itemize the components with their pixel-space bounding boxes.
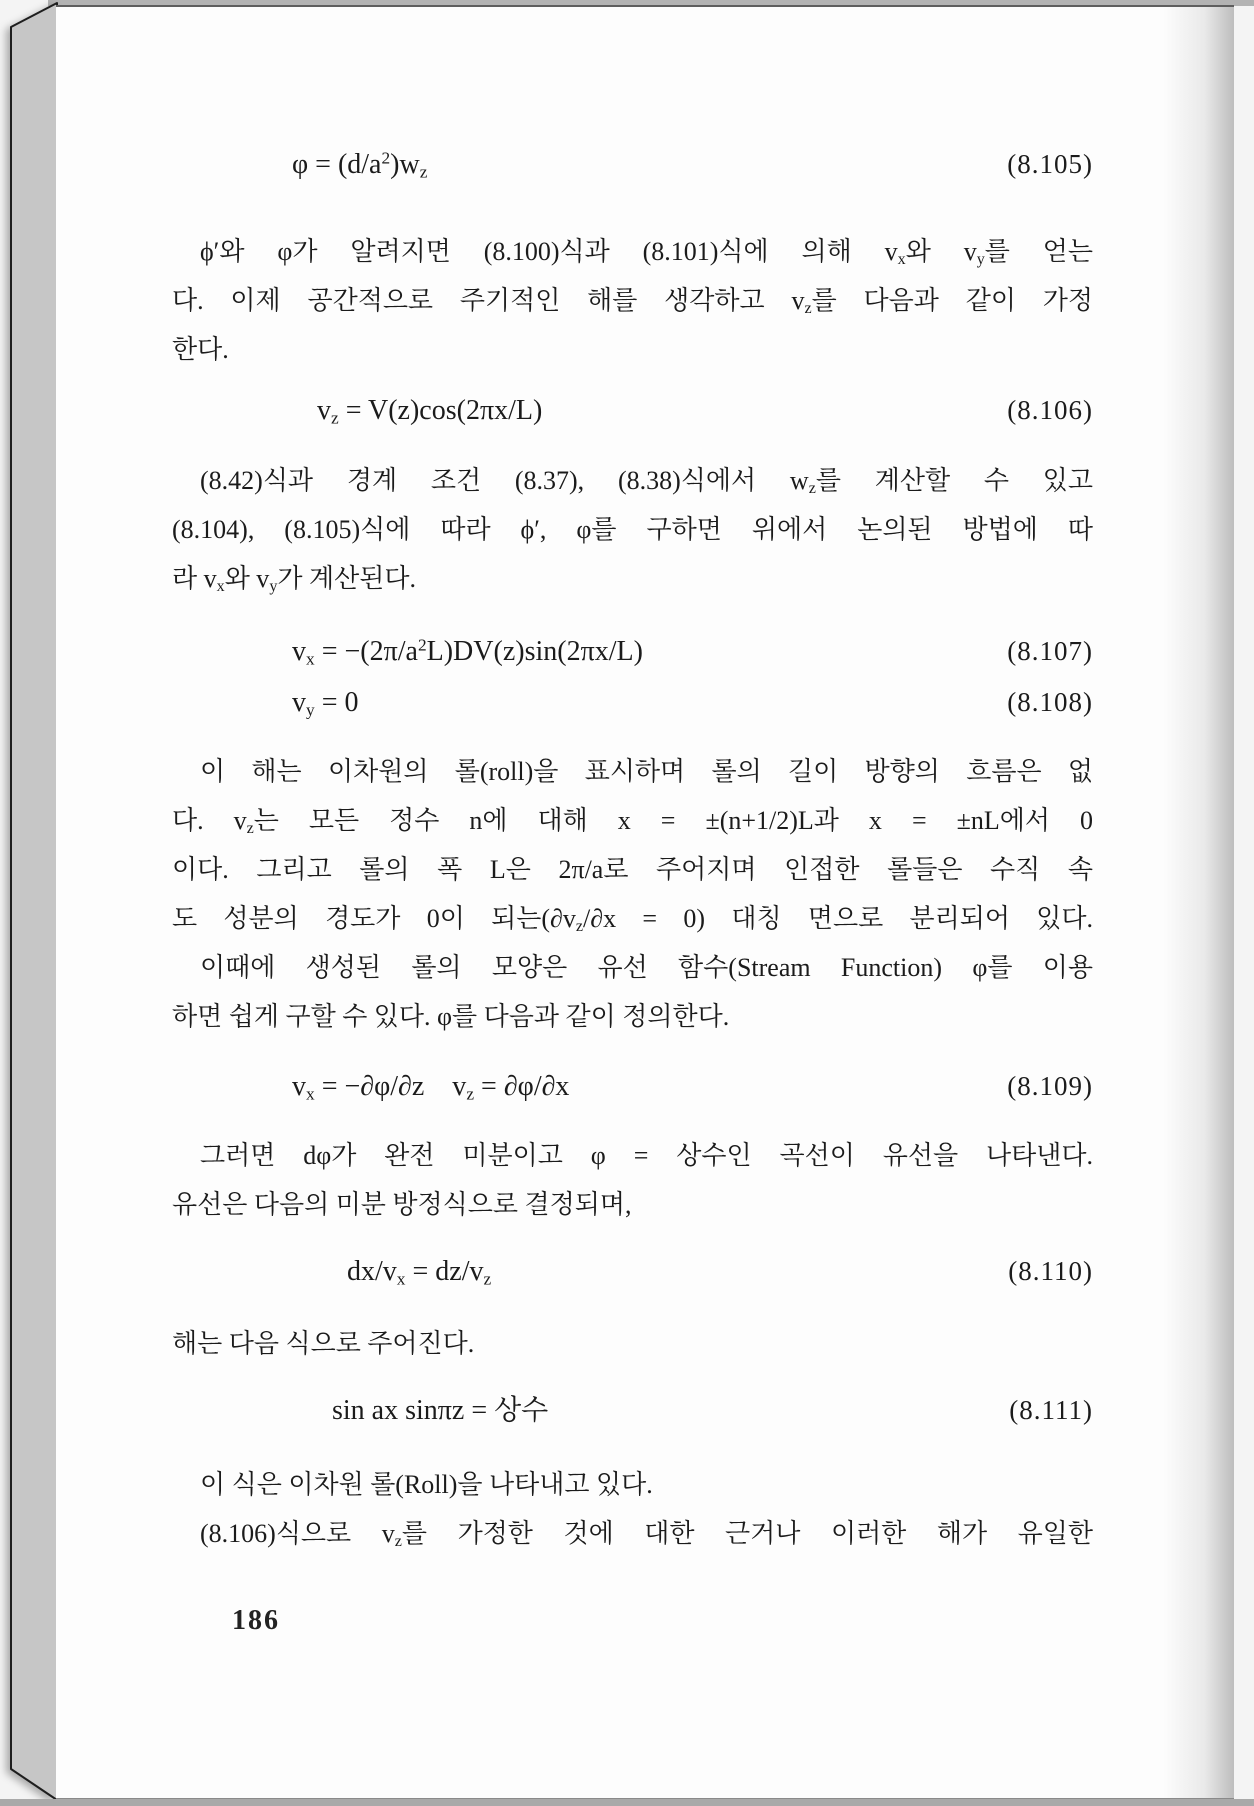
text-line: (8.42)식과 경계 조건 (8.37), (8.38)식에서 $w_z$를 계산할 수 있고 — [200, 466, 1093, 498]
text-line: ϕ′와 φ가 알려지면 (8.100)식과 (8.101)식에 의해 $v_x$와 $v_y$를 얻는 — [200, 237, 1094, 269]
text-line: (8.104), (8.105)식에 따라 ϕ′, φ를 구하면 위에서 논의된 방법에 따 — [172, 515, 1093, 544]
text-line: 이 해는 이차원의 롤(roll)을 표시하며 롤의 길이 방향의 흐름은 없 — [200, 757, 1093, 786]
equation-number: (8.105) — [1007, 149, 1093, 179]
equation-8-108 — [172, 685, 1093, 720]
book-page — [56, 5, 1234, 1800]
equation-body: $v_x = -\partial\varphi/\partial z$ $v_z = \partial\varphi/\partial x$ — [292, 1071, 570, 1104]
text-line: 다. 이제 공간적으로 주기적인 해를 생각하고 $v_z$를 다음과 같이 가정 — [172, 286, 1093, 318]
equation-number: (8.106) — [1007, 395, 1093, 425]
text-line: 다. $v_z$는 모든 정수 n에 대해 x = ±(n+1/2)L과 x = ±nL에서 0 — [172, 806, 1094, 838]
paragraph — [172, 456, 1093, 603]
text-line: 도 성분의 경도가 0이 되는$(\partial v_z/\partial x = 0)$ 대칭 면으로 분리되어 있다. — [172, 904, 1094, 936]
text-line: 이때에 생성된 롤의 모양은 유선 함수(Stream Function) φ를 이용 — [200, 953, 1093, 982]
equation-body: $v_z = V(z)\cos(2\pi x/L)$ — [317, 395, 543, 428]
paragraph — [172, 747, 1093, 943]
page-content — [172, 7, 1093, 1558]
equation-body: $v_x = -(2\pi/a^2L)DV(z)\sin(2\pi x/L)$ — [292, 635, 643, 669]
paragraph — [172, 1319, 1093, 1368]
paragraph — [172, 943, 1093, 1041]
text-line: 그러면 dφ가 완전 미분이고 φ = 상수인 곡선이 유선을 나타낸다. — [200, 1141, 1093, 1170]
text-line: 이 식은 이차원 롤(Roll)을 나타내고 있다. — [200, 1470, 653, 1499]
equation-body: sin ax sinπz = 상수 — [332, 1395, 549, 1426]
paragraph — [172, 227, 1093, 374]
equation-body: $dx/v_x = dz/v_z$ — [347, 1256, 492, 1289]
equation-8-106 — [172, 393, 1093, 428]
equation-number: (8.111) — [1009, 1395, 1093, 1425]
equation-8-105 — [172, 147, 1093, 182]
equation-8-111 — [172, 1393, 1093, 1428]
equation-number: (8.108) — [1007, 687, 1093, 717]
equation-number: (8.110) — [1008, 1256, 1093, 1286]
text-line: 라 $v_x$와 $v_y$가 계산된다. — [172, 564, 416, 596]
paragraph — [172, 1460, 1093, 1509]
text-line: 유선은 다음의 미분 방정식으로 결정되며, — [172, 1190, 632, 1219]
text-line: 한다. — [172, 335, 229, 364]
equation-8-107 — [172, 634, 1093, 669]
equation-number: (8.109) — [1007, 1071, 1093, 1101]
equation-body: $v_y = 0$ — [292, 687, 359, 720]
paragraph — [172, 1131, 1093, 1229]
text-line: 하면 쉽게 구할 수 있다. φ를 다음과 같이 정의한다. — [172, 1002, 730, 1031]
equation-number: (8.107) — [1007, 636, 1093, 666]
page-edge-bottom — [0, 1799, 1254, 1806]
text-line: 해는 다음 식으로 주어진다. — [172, 1329, 475, 1358]
paragraph — [172, 1509, 1093, 1558]
book-spine-shape — [11, 3, 57, 1800]
equation-8-109 — [172, 1069, 1093, 1104]
equation-8-110 — [172, 1254, 1093, 1289]
text-line: 이다. 그리고 롤의 폭 L은 2π/a로 주어지며 인접한 롤들은 수직 속 — [172, 855, 1093, 884]
page-number: 186 — [232, 1605, 280, 1636]
equation-body: $\varphi = (d/a^2)w_z$ — [292, 148, 428, 182]
text-line: (8.106)식으로 $v_z$를 가정한 것에 대한 근거나 이러한 해가 유일한 — [200, 1519, 1093, 1551]
